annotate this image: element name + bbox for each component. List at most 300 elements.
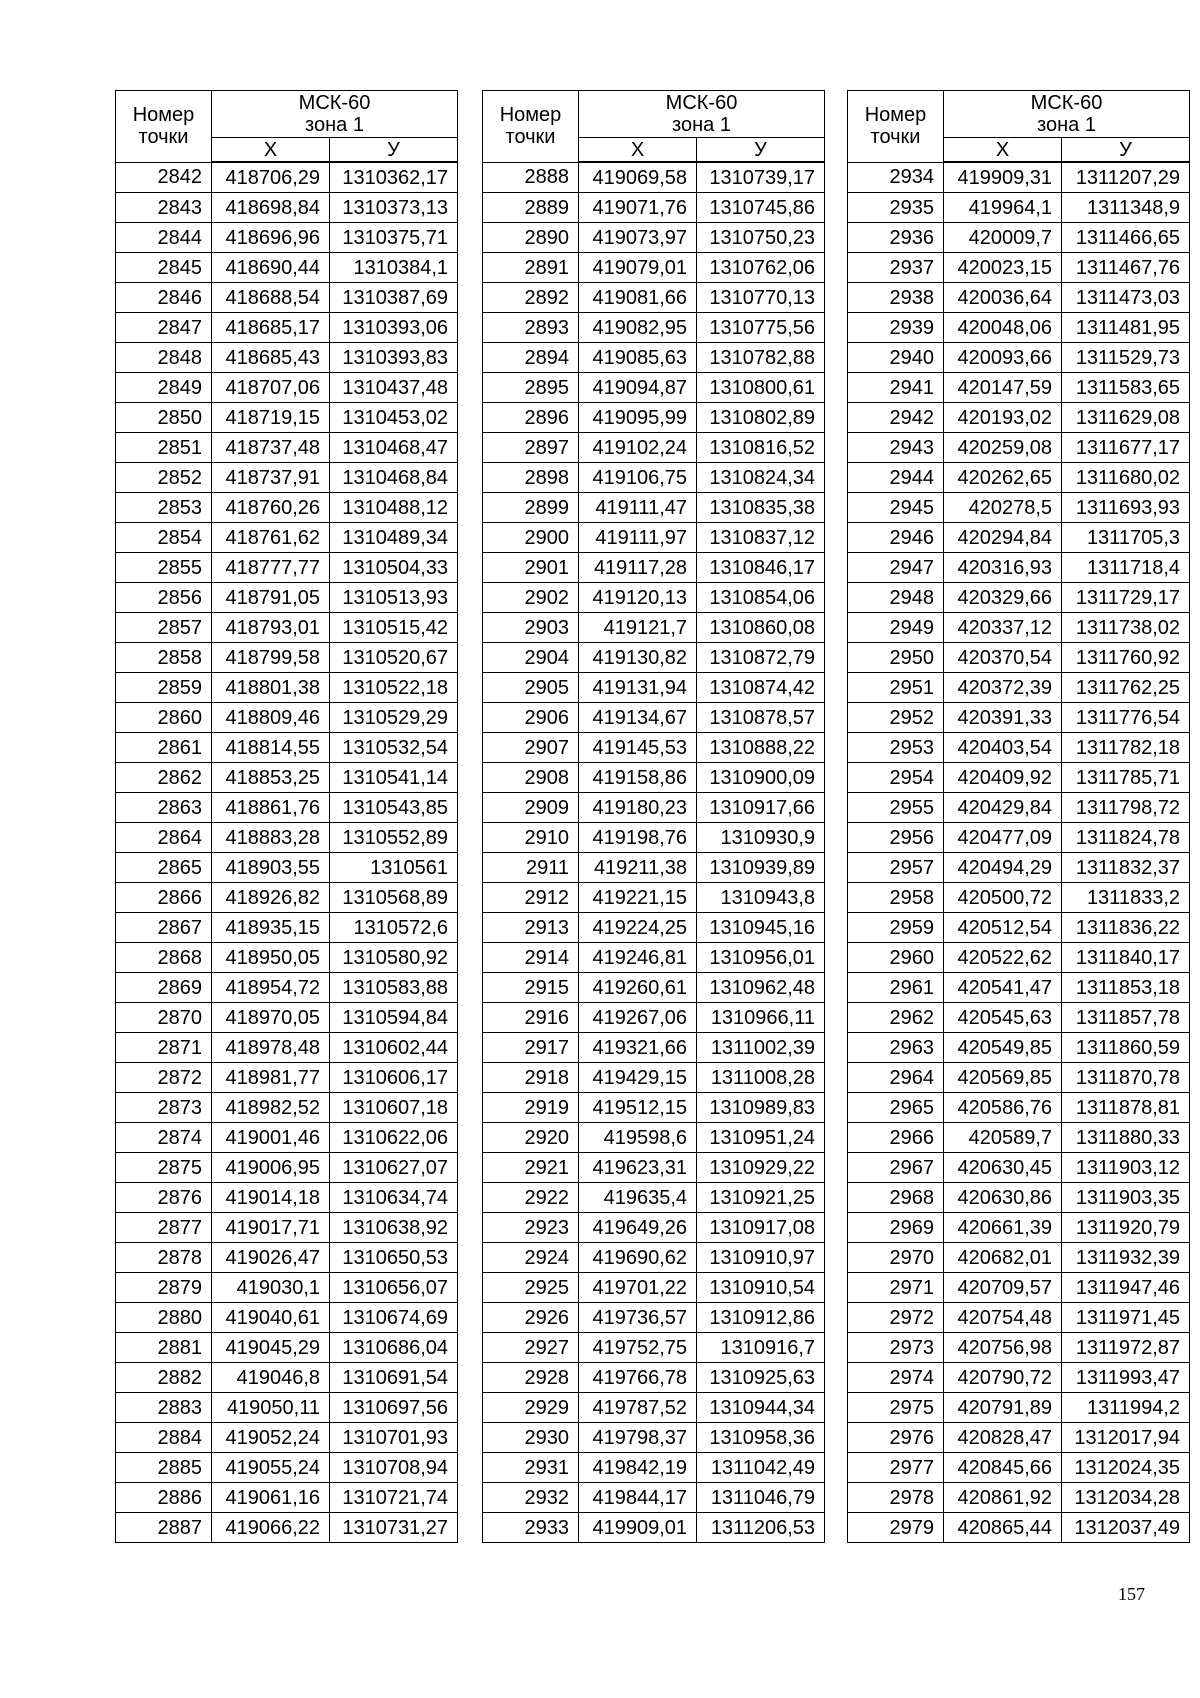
point-number-cell: 2918 (483, 1063, 579, 1093)
y-coordinate-cell: 1311466,65 (1062, 223, 1190, 253)
y-coordinate-cell: 1311798,72 (1062, 793, 1190, 823)
table-row (848, 1093, 1190, 1123)
x-coordinate-cell: 418954,72 (212, 973, 330, 1003)
coordinate-system-line2: зона 1 (1037, 114, 1096, 136)
point-number-cell: 2915 (483, 973, 579, 1003)
x-coordinate-cell: 418777,77 (212, 553, 330, 583)
table-row (483, 1213, 825, 1243)
point-number-header-line2: точки (505, 126, 556, 149)
x-coordinate-cell: 419131,94 (579, 673, 697, 703)
y-coordinate-cell: 1310697,56 (330, 1393, 458, 1423)
table-row (848, 193, 1190, 223)
x-coordinate-cell: 420429,84 (944, 793, 1062, 823)
point-number-cell: 2935 (848, 193, 944, 223)
point-number-cell: 2929 (483, 1393, 579, 1423)
y-coordinate-cell: 1310515,42 (330, 613, 458, 643)
x-coordinate-cell: 419512,15 (579, 1093, 697, 1123)
point-number-cell: 2936 (848, 223, 944, 253)
point-number-cell: 2976 (848, 1423, 944, 1453)
point-number-cell: 2864 (116, 823, 212, 853)
table-row (848, 793, 1190, 823)
table-row (116, 1153, 458, 1183)
table-row (116, 703, 458, 733)
point-number-cell: 2970 (848, 1243, 944, 1273)
x-coordinate-cell: 418853,25 (212, 763, 330, 793)
coordinate-system-header (944, 91, 1190, 138)
coordinate-table-3 (847, 90, 1190, 1543)
table-row (116, 1213, 458, 1243)
table-row (848, 1513, 1190, 1543)
x-coordinate-cell: 419102,24 (579, 433, 697, 463)
y-coordinate-cell: 1311840,17 (1062, 943, 1190, 973)
y-coordinate-cell: 1310543,85 (330, 793, 458, 823)
y-coordinate-cell: 1310929,22 (697, 1153, 825, 1183)
x-coordinate-cell: 420048,06 (944, 313, 1062, 343)
x-coordinate-cell: 419649,26 (579, 1213, 697, 1243)
y-coordinate-cell: 1310602,44 (330, 1033, 458, 1063)
x-coordinate-cell: 419052,24 (212, 1423, 330, 1453)
x-coordinate-cell: 418926,82 (212, 883, 330, 913)
point-number-cell: 2845 (116, 253, 212, 283)
coordinate-system-line1: МСК-60 (665, 92, 738, 114)
x-coordinate-cell: 419221,15 (579, 883, 697, 913)
x-coordinate-cell: 418793,01 (212, 613, 330, 643)
y-coordinate-cell: 1311760,92 (1062, 643, 1190, 673)
x-coordinate-cell: 419842,19 (579, 1453, 697, 1483)
table-row (848, 283, 1190, 313)
table-row (848, 1213, 1190, 1243)
x-coordinate-cell: 419701,22 (579, 1273, 697, 1303)
x-coordinate-cell: 419690,62 (579, 1243, 697, 1273)
table-row (483, 1453, 825, 1483)
point-number-cell: 2919 (483, 1093, 579, 1123)
x-coordinate-cell: 419158,86 (579, 763, 697, 793)
y-coordinate-cell: 1311705,3 (1062, 523, 1190, 553)
table-row (848, 373, 1190, 403)
table-row (848, 1363, 1190, 1393)
coordinate-system-line1: МСК-60 (1030, 92, 1103, 114)
table-row (483, 1153, 825, 1183)
x-coordinate-cell: 418935,15 (212, 913, 330, 943)
y-coordinate-cell: 1311693,93 (1062, 493, 1190, 523)
point-number-cell: 2916 (483, 1003, 579, 1033)
table-row (483, 1333, 825, 1363)
x-coordinate-cell: 420370,54 (944, 643, 1062, 673)
y-coordinate-cell: 1310835,38 (697, 493, 825, 523)
point-number-cell: 2920 (483, 1123, 579, 1153)
x-coordinate-cell: 418688,54 (212, 283, 330, 313)
y-column-header: У (330, 138, 458, 163)
table-row (116, 823, 458, 853)
table-row (848, 853, 1190, 883)
table-row (483, 1123, 825, 1153)
y-coordinate-cell: 1311046,79 (697, 1483, 825, 1513)
table-row (483, 523, 825, 553)
y-coordinate-cell: 1310393,06 (330, 313, 458, 343)
x-coordinate-cell: 420790,72 (944, 1363, 1062, 1393)
point-number-header (116, 91, 212, 163)
table-row (116, 313, 458, 343)
x-coordinate-cell: 419134,67 (579, 703, 697, 733)
y-coordinate-cell: 1311870,78 (1062, 1063, 1190, 1093)
point-number-cell: 2842 (116, 162, 212, 193)
y-coordinate-cell: 1311824,78 (1062, 823, 1190, 853)
point-number-cell: 2887 (116, 1513, 212, 1543)
y-coordinate-cell: 1310921,25 (697, 1183, 825, 1213)
table-row (848, 553, 1190, 583)
table-row (116, 943, 458, 973)
y-coordinate-cell: 1310580,92 (330, 943, 458, 973)
table-row (116, 223, 458, 253)
y-coordinate-cell: 1311971,45 (1062, 1303, 1190, 1333)
x-coordinate-cell: 419267,06 (579, 1003, 697, 1033)
table-row (848, 1483, 1190, 1513)
x-coordinate-cell: 418707,06 (212, 373, 330, 403)
x-coordinate-cell: 419145,53 (579, 733, 697, 763)
table-row (483, 433, 825, 463)
y-coordinate-cell: 1310962,48 (697, 973, 825, 1003)
x-coordinate-cell: 420023,15 (944, 253, 1062, 283)
table-row (116, 583, 458, 613)
x-coordinate-cell: 420372,39 (944, 673, 1062, 703)
point-number-header-line1: Номер (864, 104, 927, 127)
x-column-header: Х (944, 138, 1062, 163)
x-coordinate-cell: 420009,7 (944, 223, 1062, 253)
point-number-cell: 2865 (116, 853, 212, 883)
y-coordinate-cell: 1310775,56 (697, 313, 825, 343)
y-coordinate-cell: 1311042,49 (697, 1453, 825, 1483)
point-number-cell: 2962 (848, 1003, 944, 1033)
x-coordinate-cell: 419001,46 (212, 1123, 330, 1153)
table-row (848, 613, 1190, 643)
table-row (116, 1003, 458, 1033)
y-coordinate-cell: 1310951,24 (697, 1123, 825, 1153)
x-coordinate-cell: 419321,66 (579, 1033, 697, 1063)
y-coordinate-cell: 1310708,94 (330, 1453, 458, 1483)
point-number-cell: 2979 (848, 1513, 944, 1543)
y-coordinate-cell: 1310532,54 (330, 733, 458, 763)
point-number-cell: 2901 (483, 553, 579, 583)
x-coordinate-cell: 419030,1 (212, 1273, 330, 1303)
point-number-cell: 2895 (483, 373, 579, 403)
point-number-cell: 2852 (116, 463, 212, 493)
table-row (848, 1153, 1190, 1183)
y-coordinate-cell: 1310375,71 (330, 223, 458, 253)
x-coordinate-cell: 420329,66 (944, 583, 1062, 613)
point-number-header (848, 91, 944, 163)
y-coordinate-cell: 1311467,76 (1062, 253, 1190, 283)
point-number-cell: 2934 (848, 162, 944, 193)
table-row (116, 162, 458, 193)
x-coordinate-cell: 420512,54 (944, 913, 1062, 943)
table-row (483, 823, 825, 853)
x-coordinate-cell: 419198,76 (579, 823, 697, 853)
x-coordinate-cell: 420259,08 (944, 433, 1062, 463)
table-row (848, 943, 1190, 973)
y-coordinate-cell: 1310739,17 (697, 162, 825, 193)
point-number-cell: 2878 (116, 1243, 212, 1273)
point-number-cell: 2850 (116, 403, 212, 433)
point-number-cell: 2885 (116, 1453, 212, 1483)
x-coordinate-cell: 418982,52 (212, 1093, 330, 1123)
table-row (116, 553, 458, 583)
point-number-cell: 2861 (116, 733, 212, 763)
table-row (848, 493, 1190, 523)
table-row (848, 1333, 1190, 1363)
y-coordinate-cell: 1310860,08 (697, 613, 825, 643)
table-row (848, 733, 1190, 763)
table-row (848, 1423, 1190, 1453)
x-coordinate-cell: 419055,24 (212, 1453, 330, 1483)
point-number-cell: 2947 (848, 553, 944, 583)
x-coordinate-cell: 420754,48 (944, 1303, 1062, 1333)
table-row (483, 193, 825, 223)
table-row (116, 403, 458, 433)
y-coordinate-cell: 1310721,74 (330, 1483, 458, 1513)
x-coordinate-cell: 420494,29 (944, 853, 1062, 883)
y-coordinate-cell: 1310917,08 (697, 1213, 825, 1243)
point-number-cell: 2894 (483, 343, 579, 373)
x-coordinate-cell: 420278,5 (944, 493, 1062, 523)
y-coordinate-cell: 1311782,18 (1062, 733, 1190, 763)
x-coordinate-cell: 419014,18 (212, 1183, 330, 1213)
table-row (116, 1183, 458, 1213)
x-coordinate-cell: 420589,7 (944, 1123, 1062, 1153)
y-coordinate-cell: 1310917,66 (697, 793, 825, 823)
point-number-cell: 2888 (483, 162, 579, 193)
coordinate-table-2 (482, 90, 825, 1543)
y-coordinate-cell: 1310622,06 (330, 1123, 458, 1153)
y-coordinate-cell: 1310966,11 (697, 1003, 825, 1033)
point-number-cell: 2867 (116, 913, 212, 943)
point-number-cell: 2941 (848, 373, 944, 403)
y-coordinate-cell: 1310872,79 (697, 643, 825, 673)
y-coordinate-cell: 1310504,33 (330, 553, 458, 583)
y-coordinate-cell: 1310656,07 (330, 1273, 458, 1303)
y-coordinate-cell: 1311762,25 (1062, 673, 1190, 703)
x-column-header: Х (212, 138, 330, 163)
table-row (848, 823, 1190, 853)
point-number-cell: 2977 (848, 1453, 944, 1483)
table-row (483, 583, 825, 613)
y-coordinate-cell: 1311860,59 (1062, 1033, 1190, 1063)
table-row (116, 793, 458, 823)
coordinate-system-line2: зона 1 (672, 114, 731, 136)
y-coordinate-cell: 1310453,02 (330, 403, 458, 433)
table-row (116, 1423, 458, 1453)
point-number-cell: 2959 (848, 913, 944, 943)
point-number-cell: 2939 (848, 313, 944, 343)
y-coordinate-cell: 1310489,34 (330, 523, 458, 553)
y-coordinate-cell: 1310520,67 (330, 643, 458, 673)
point-number-cell: 2909 (483, 793, 579, 823)
table-row (483, 673, 825, 703)
y-coordinate-cell: 1310837,12 (697, 523, 825, 553)
table-row (483, 1393, 825, 1423)
table-row (116, 733, 458, 763)
table-row (483, 343, 825, 373)
table-row (116, 1483, 458, 1513)
x-coordinate-cell: 418791,05 (212, 583, 330, 613)
y-coordinate-cell: 1310384,1 (330, 253, 458, 283)
point-number-cell: 2953 (848, 733, 944, 763)
y-coordinate-cell: 1310387,69 (330, 283, 458, 313)
table-row (116, 1513, 458, 1543)
point-number-cell: 2872 (116, 1063, 212, 1093)
x-coordinate-cell: 419844,17 (579, 1483, 697, 1513)
y-coordinate-cell: 1311680,02 (1062, 463, 1190, 493)
x-coordinate-cell: 420630,86 (944, 1183, 1062, 1213)
point-number-cell: 2924 (483, 1243, 579, 1273)
table-row (848, 1183, 1190, 1213)
point-number-cell: 2858 (116, 643, 212, 673)
x-coordinate-cell: 420845,66 (944, 1453, 1062, 1483)
table-row (116, 373, 458, 403)
point-number-cell: 2923 (483, 1213, 579, 1243)
x-coordinate-cell: 419260,61 (579, 973, 697, 1003)
x-coordinate-cell: 420477,09 (944, 823, 1062, 853)
table-row (483, 1303, 825, 1333)
point-number-cell: 2956 (848, 823, 944, 853)
x-coordinate-cell: 419006,95 (212, 1153, 330, 1183)
point-number-cell: 2922 (483, 1183, 579, 1213)
x-coordinate-cell: 419069,58 (579, 162, 697, 193)
x-coordinate-cell: 419246,81 (579, 943, 697, 973)
point-number-cell: 2904 (483, 643, 579, 673)
point-number-cell: 2884 (116, 1423, 212, 1453)
x-coordinate-cell: 419909,31 (944, 162, 1062, 193)
point-number-cell: 2857 (116, 613, 212, 643)
point-number-cell: 2943 (848, 433, 944, 463)
point-number-cell: 2898 (483, 463, 579, 493)
table-row (116, 1393, 458, 1423)
point-number-cell: 2933 (483, 1513, 579, 1543)
x-coordinate-cell: 420756,98 (944, 1333, 1062, 1363)
y-coordinate-cell: 1310691,54 (330, 1363, 458, 1393)
point-number-cell: 2896 (483, 403, 579, 433)
y-coordinate-cell: 1310650,53 (330, 1243, 458, 1273)
table-row (116, 253, 458, 283)
point-number-header-line2: точки (138, 126, 189, 149)
table-row (848, 223, 1190, 253)
point-number-cell: 2853 (116, 493, 212, 523)
y-coordinate-cell: 1310572,6 (330, 913, 458, 943)
table-row (483, 493, 825, 523)
x-coordinate-cell: 418698,84 (212, 193, 330, 223)
y-coordinate-cell: 1310930,9 (697, 823, 825, 853)
y-coordinate-cell: 1310888,22 (697, 733, 825, 763)
table-row (116, 973, 458, 1003)
point-number-cell: 2921 (483, 1153, 579, 1183)
y-coordinate-cell: 1312024,35 (1062, 1453, 1190, 1483)
y-coordinate-cell: 1310568,89 (330, 883, 458, 913)
x-coordinate-cell: 418719,15 (212, 403, 330, 433)
table-row (116, 853, 458, 883)
table-row (483, 643, 825, 673)
point-number-cell: 2866 (116, 883, 212, 913)
point-number-cell: 2854 (116, 523, 212, 553)
point-number-cell: 2912 (483, 883, 579, 913)
table-row (848, 253, 1190, 283)
x-coordinate-cell: 419106,75 (579, 463, 697, 493)
y-coordinate-cell: 1310816,52 (697, 433, 825, 463)
point-number-cell: 2849 (116, 373, 212, 403)
point-number-cell: 2946 (848, 523, 944, 553)
table-row (116, 673, 458, 703)
point-number-cell: 2892 (483, 283, 579, 313)
table-row (116, 913, 458, 943)
y-coordinate-cell: 1311878,81 (1062, 1093, 1190, 1123)
table-row (116, 493, 458, 523)
table-row (116, 1243, 458, 1273)
table-row (848, 913, 1190, 943)
x-coordinate-cell: 419111,97 (579, 523, 697, 553)
point-number-cell: 2881 (116, 1333, 212, 1363)
table-row (483, 1423, 825, 1453)
table-row (116, 1033, 458, 1063)
table-row (483, 763, 825, 793)
table-row (848, 463, 1190, 493)
x-coordinate-cell: 419079,01 (579, 253, 697, 283)
table-row (848, 1003, 1190, 1033)
table-row (483, 1003, 825, 1033)
table-row (483, 853, 825, 883)
x-coordinate-cell: 418970,05 (212, 1003, 330, 1033)
x-coordinate-cell: 420193,02 (944, 403, 1062, 433)
table-row (848, 343, 1190, 373)
point-number-cell: 2927 (483, 1333, 579, 1363)
table-row (848, 313, 1190, 343)
x-coordinate-cell: 418696,96 (212, 223, 330, 253)
x-coordinate-cell: 420403,54 (944, 733, 1062, 763)
y-coordinate-cell: 1311718,4 (1062, 553, 1190, 583)
y-coordinate-cell: 1310522,18 (330, 673, 458, 703)
point-number-cell: 2847 (116, 313, 212, 343)
point-number-cell: 2942 (848, 403, 944, 433)
table-row (848, 433, 1190, 463)
y-coordinate-cell: 1310910,97 (697, 1243, 825, 1273)
table-row (483, 913, 825, 943)
y-coordinate-cell: 1310373,13 (330, 193, 458, 223)
point-number-cell: 2879 (116, 1273, 212, 1303)
table-row (483, 223, 825, 253)
point-number-cell: 2851 (116, 433, 212, 463)
y-coordinate-cell: 1311206,53 (697, 1513, 825, 1543)
y-coordinate-cell: 1310583,88 (330, 973, 458, 1003)
y-coordinate-cell: 1310701,93 (330, 1423, 458, 1453)
point-number-cell: 2910 (483, 823, 579, 853)
point-number-cell: 2880 (116, 1303, 212, 1333)
point-number-cell: 2967 (848, 1153, 944, 1183)
x-coordinate-cell: 419120,13 (579, 583, 697, 613)
point-number-cell: 2907 (483, 733, 579, 763)
y-coordinate-cell: 1310634,74 (330, 1183, 458, 1213)
point-number-cell: 2973 (848, 1333, 944, 1363)
table-row (483, 1513, 825, 1543)
y-coordinate-cell: 1312034,28 (1062, 1483, 1190, 1513)
x-coordinate-cell: 419061,16 (212, 1483, 330, 1513)
x-coordinate-cell: 419623,31 (579, 1153, 697, 1183)
table-row (848, 1303, 1190, 1333)
table-row (116, 613, 458, 643)
x-coordinate-cell: 420522,62 (944, 943, 1062, 973)
x-coordinate-cell: 418978,48 (212, 1033, 330, 1063)
point-number-cell: 2874 (116, 1123, 212, 1153)
y-coordinate-cell: 1312017,94 (1062, 1423, 1190, 1453)
point-number-cell: 2914 (483, 943, 579, 973)
y-coordinate-cell: 1310745,86 (697, 193, 825, 223)
x-coordinate-cell: 419026,47 (212, 1243, 330, 1273)
